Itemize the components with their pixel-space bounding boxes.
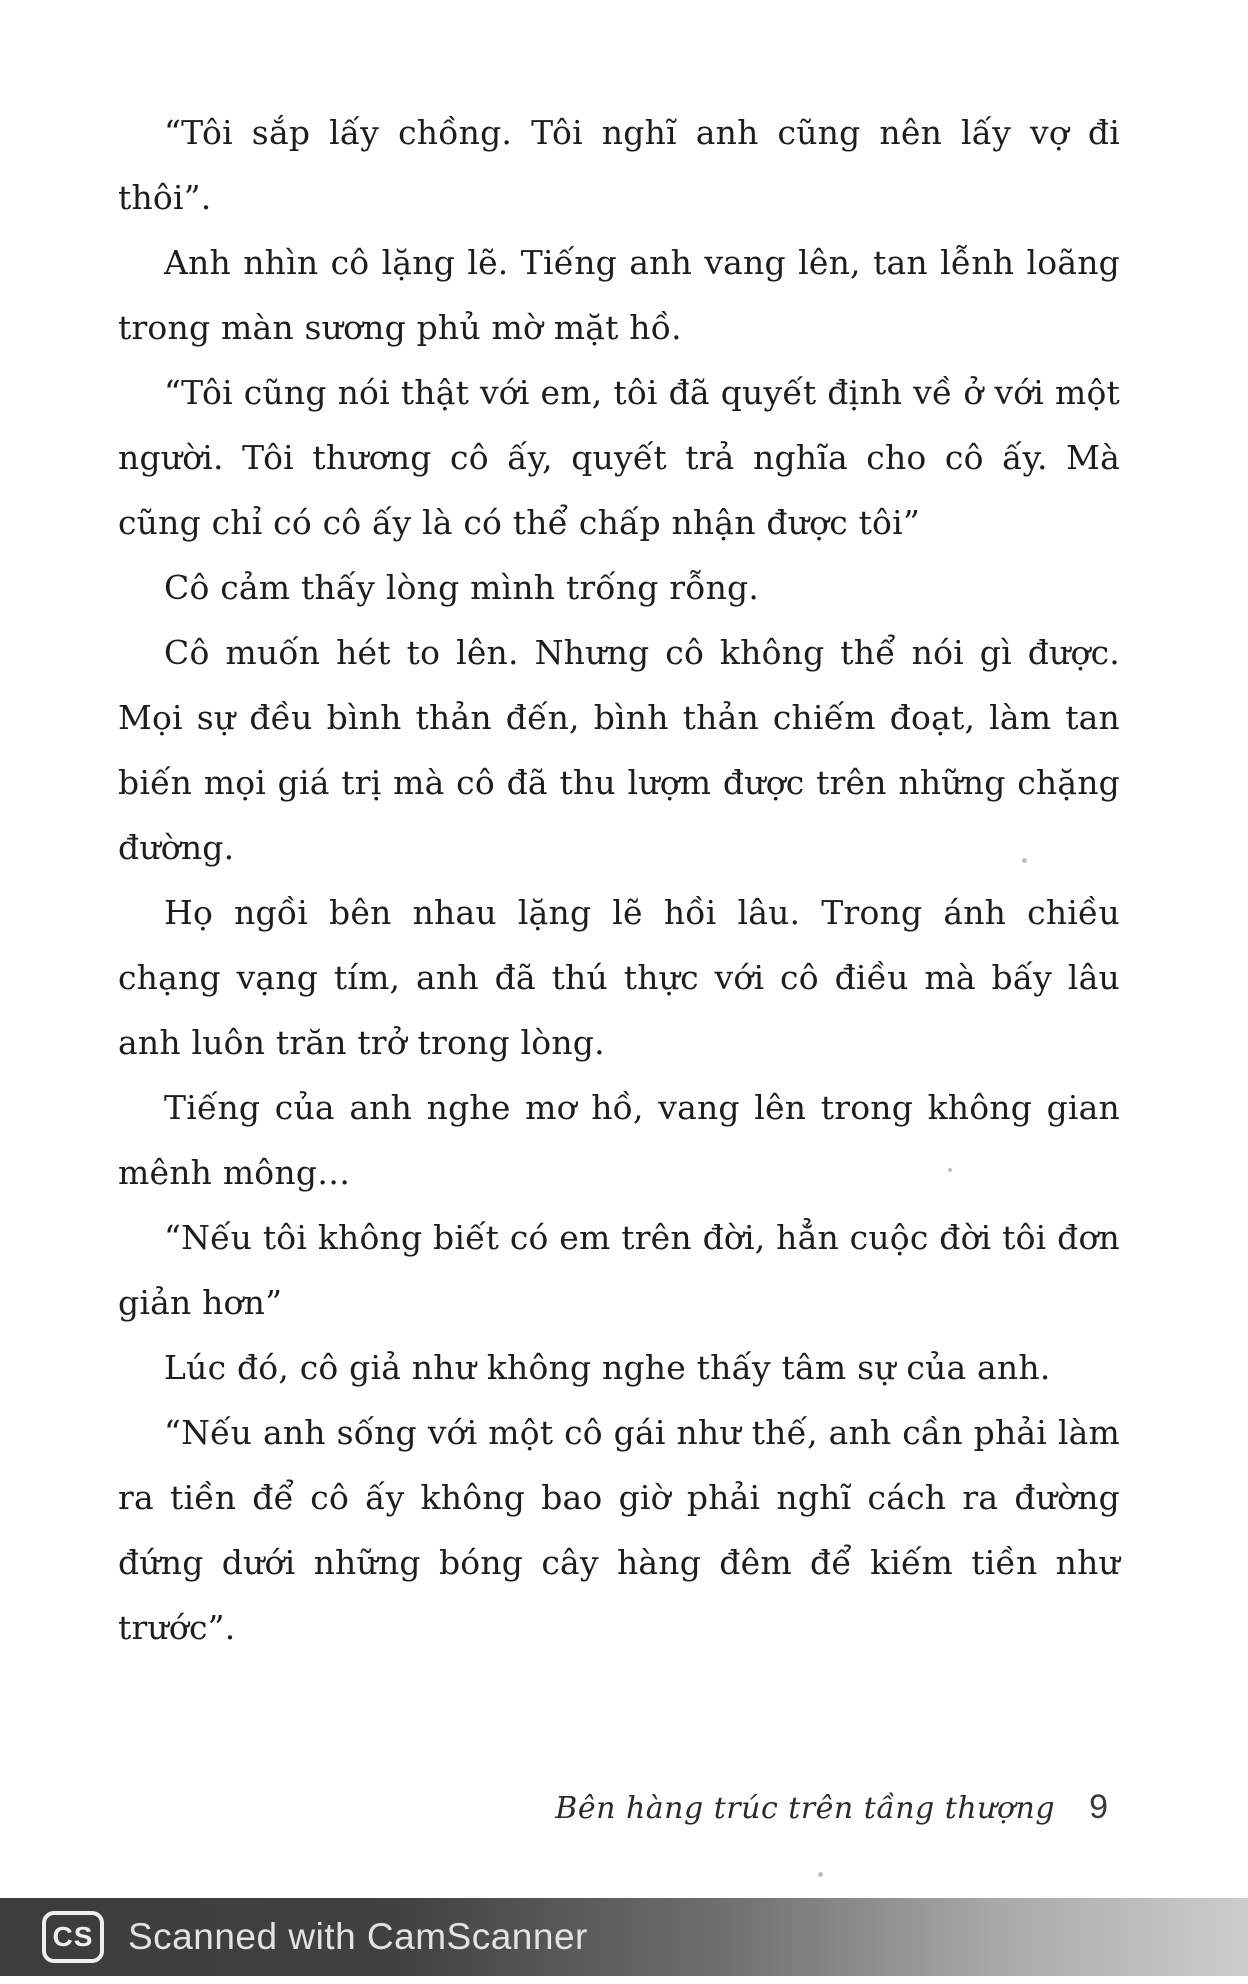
paragraph: “Tôi sắp lấy chồng. Tôi nghĩ anh cũng nên lấy vợ đi thôi”. xyxy=(118,113,1120,217)
camscanner-logo-icon: CS xyxy=(42,1911,104,1963)
paragraph: “Tôi cũng nói thật với em, tôi đã quyết định về ở với một người. Tôi thương cô ấy, quyết trả nghĩa cho cô ấy. Mà cũng chỉ có cô ấy là có thể chấp nhận được tôi” xyxy=(118,373,1120,542)
scan-speck xyxy=(818,1872,823,1877)
paragraph: “Nếu tôi không biết có em trên đời, hẳn cuộc đời tôi đơn giản hơn” xyxy=(118,1218,1120,1322)
paragraph: Họ ngồi bên nhau lặng lẽ hồi lâu. Trong ánh chiều chạng vạng tím, anh đã thú thực với cô điều mà bấy lâu anh luôn trăn trở trong lòng. xyxy=(118,893,1120,1062)
paragraph: Anh nhìn cô lặng lẽ. Tiếng anh vang lên, tan lễnh loãng trong màn sương phủ mờ mặt hồ. xyxy=(118,243,1120,347)
scan-speck xyxy=(1022,858,1027,863)
paragraph: Cô muốn hét to lên. Nhưng cô không thể nói gì được. Mọi sự đều bình thản đến, bình thản chiếm đoạt, làm tan biến mọi giá trị mà cô đã thu lượm được trên những chặng đường. xyxy=(118,633,1120,867)
paragraph: “Nếu anh sống với một cô gái như thế, anh cần phải làm ra tiền để cô ấy không bao giờ phải nghĩ cách ra đường đứng dưới những bóng cây hàng đêm để kiếm tiền như trước”. xyxy=(118,1413,1120,1647)
camscanner-watermark xyxy=(0,1898,1248,1976)
paragraph: Cô cảm thấy lòng mình trống rỗng. xyxy=(164,568,760,607)
paragraph: Tiếng của anh nghe mơ hồ, vang lên trong không gian mênh mông… xyxy=(118,1088,1120,1192)
page-number: 9 xyxy=(1089,1788,1108,1826)
paragraph: Lúc đó, cô giả như không nghe thấy tâm sự của anh. xyxy=(164,1348,1051,1387)
scan-speck xyxy=(948,1168,952,1172)
running-book-title: Bên hàng trúc trên tầng thượng xyxy=(555,1791,1056,1826)
page-footer xyxy=(555,1788,1108,1827)
page-text xyxy=(118,100,1120,1660)
camscanner-label: Scanned with CamScanner xyxy=(128,1916,588,1957)
